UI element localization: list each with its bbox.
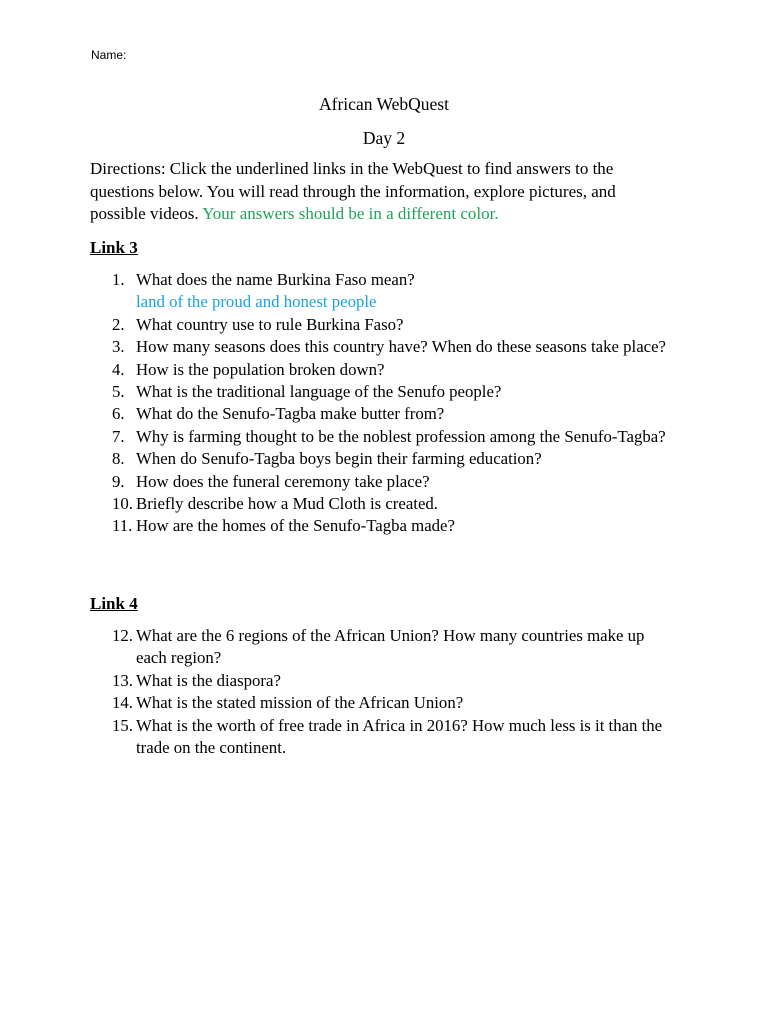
question-number: 10. [112, 494, 133, 514]
question-number: 5. [112, 382, 125, 402]
question-text: What is the worth of free trade in Africa in 2016? How much less is it than the trade on the continent. [136, 715, 663, 758]
question-item [90, 715, 670, 760]
answer-text: land of the proud and honest people [136, 292, 377, 312]
question-item [90, 515, 670, 537]
question-number: 12. [112, 626, 133, 645]
question-item [90, 493, 670, 515]
question-number: 9. [112, 471, 125, 491]
question-text: How are the homes of the Senufo-Tagba made? [136, 516, 455, 536]
question-number: 4. [112, 359, 125, 379]
question-item [90, 426, 670, 448]
question-number: 1. [112, 270, 125, 289]
question-number: 7. [112, 426, 125, 446]
question-item [90, 692, 670, 714]
question-item [90, 269, 670, 314]
question-number: 3. [112, 337, 125, 357]
question-text: What country use to rule Burkina Faso? [136, 314, 404, 334]
question-number: 15. [112, 715, 133, 735]
name-label: Name: [91, 48, 127, 62]
directions-text: Directions: Click the underlined links in the WebQuest to find answers to the questions below. You will read through the information, explore pictures, and possible videos. [90, 159, 616, 223]
document-title: African WebQuest [319, 94, 449, 114]
link-4-heading[interactable]: Link 4 [90, 594, 138, 613]
document-subtitle: Day 2 [362, 128, 406, 148]
question-item [90, 336, 670, 358]
question-number: 11. [112, 516, 133, 536]
question-text: What is the stated mission of the African Union? [136, 693, 464, 713]
question-number: 6. [112, 404, 125, 424]
question-item [90, 448, 670, 470]
question-text: What does the name Burkina Faso mean? [136, 270, 415, 289]
link-3-heading[interactable]: Link 3 [90, 238, 138, 257]
question-text: Briefly describe how a Mud Cloth is created. [136, 494, 438, 514]
question-text: What is the diaspora? [136, 670, 281, 690]
question-number: 13. [112, 670, 133, 690]
question-text: How is the population broken down? [136, 359, 385, 379]
question-item [90, 314, 670, 336]
question-text: How many seasons does this country have? When do these seasons take place? [136, 337, 667, 357]
question-item [90, 381, 670, 403]
question-item [90, 625, 670, 670]
question-text: Why is farming thought to be the noblest profession among the Senufo-Tagba? [136, 426, 666, 446]
question-text: When do Senufo-Tagba boys begin their farming education? [136, 449, 542, 469]
question-number: 8. [112, 449, 125, 469]
question-text: What do the Senufo-Tagba make butter from? [136, 404, 445, 424]
question-text: What are the 6 regions of the African Union? How many countries make up each region? [136, 626, 645, 668]
question-text: What is the traditional language of the Senufo people? [136, 382, 502, 402]
question-number: 2. [112, 314, 125, 334]
question-number: 14. [112, 693, 133, 713]
question-item [90, 403, 670, 425]
link-3-question-list [90, 269, 670, 538]
question-item [90, 359, 670, 381]
question-text: How does the funeral ceremony take place? [136, 471, 430, 491]
directions-highlight: Your answers should be in a different color. [202, 204, 499, 223]
question-item [90, 471, 670, 493]
question-item [90, 670, 670, 692]
link-4-question-list [90, 625, 670, 759]
directions-paragraph [90, 158, 670, 226]
